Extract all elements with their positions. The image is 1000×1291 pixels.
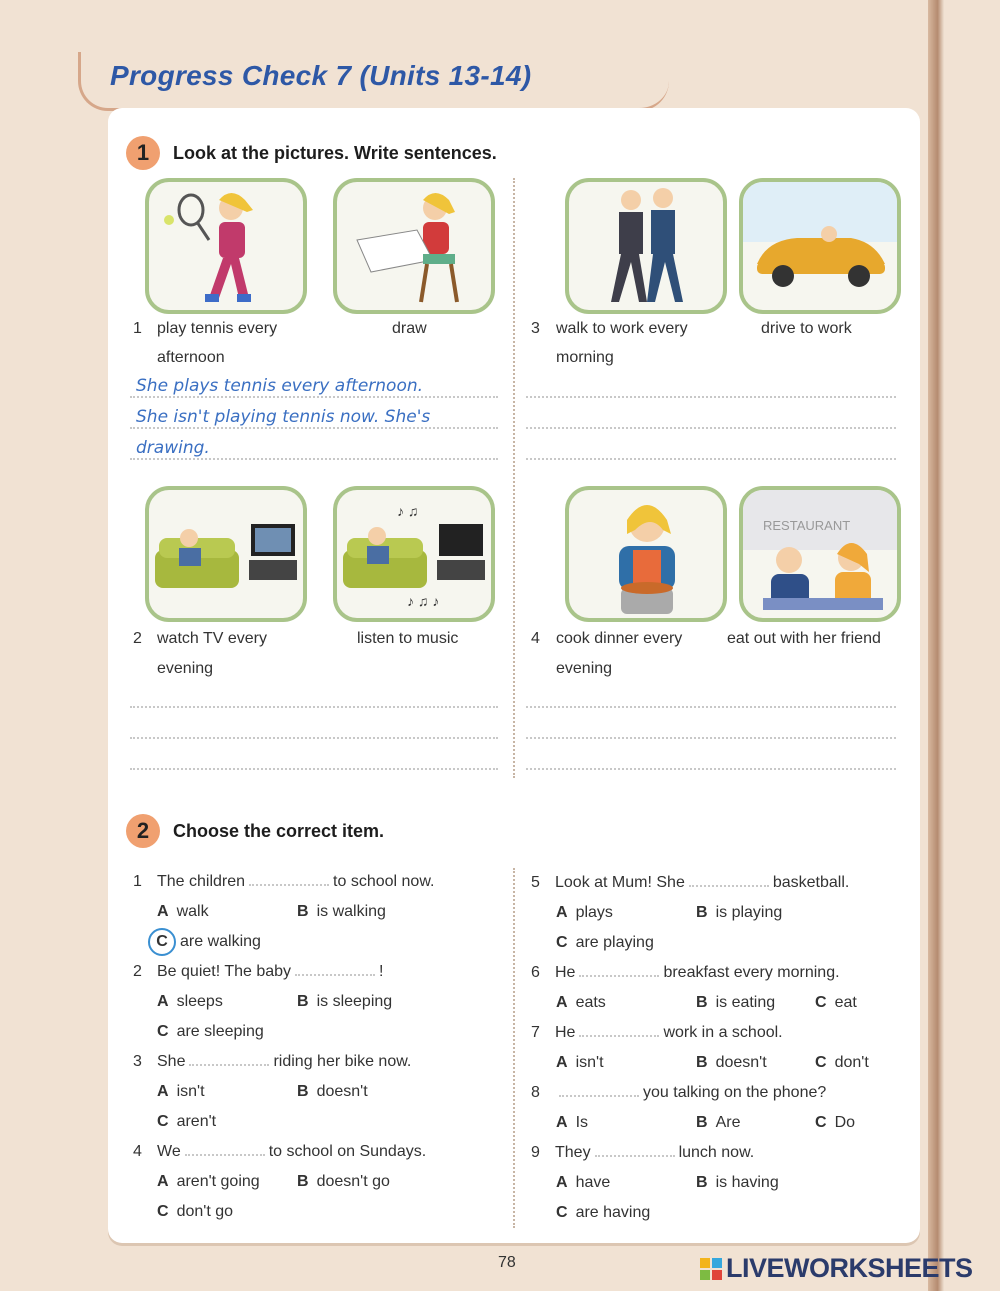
q7-option-c[interactable]: C don't [815,1054,869,1071]
item-1-cue-b: draw [392,320,427,337]
q1-option-b[interactable]: B is walking [297,903,386,920]
item-4-answer-line[interactable] [526,768,896,770]
question-1: 1 The children to school now. [133,873,435,890]
selected-answer-circle: C [148,928,176,956]
q7-option-a[interactable]: A isn't [556,1054,604,1071]
q7-option-b[interactable]: B doesn't [696,1054,767,1071]
page-title: Progress Check 7 (Units 13-14) [110,60,532,91]
man-watching-tv-icon [145,486,307,622]
item-3-cue-a-cont: morning [556,349,614,366]
item-1-answer-line-2[interactable]: She isn't playing tennis now. She's [136,407,431,427]
q6-option-b[interactable]: B is eating [696,994,776,1011]
answer-blank[interactable] [579,963,659,977]
answer-blank[interactable] [189,1052,269,1066]
q3-option-c[interactable]: C aren't [157,1113,217,1130]
question-4: 4 We to school on Sundays. [133,1143,427,1160]
woman-cooking-icon [565,486,727,622]
item-3-cue-a: walk to work every [556,320,688,337]
page-edge [928,0,944,1291]
q4-option-a[interactable]: A aren't going [157,1173,260,1190]
item-4-answer-line[interactable] [526,706,896,708]
section-1-number: 1 [126,136,160,170]
item-2-answer-line[interactable] [130,737,498,739]
q5-option-c[interactable]: C are playing [556,934,654,951]
item-4-answer-line[interactable] [526,737,896,739]
q8-option-c[interactable]: C Do [815,1114,856,1131]
q1-option-a[interactable]: A walk [157,903,209,920]
q8-option-a[interactable]: A Is [556,1114,589,1131]
q3-option-a[interactable]: A isn't [157,1083,205,1100]
item-3-answer-line[interactable] [526,458,896,460]
section-1-instruction: Look at the pictures. Write sentences. [173,143,497,163]
item-3-number: 3 [531,320,540,337]
q1-option-c[interactable]: C are walking [148,927,261,957]
svg-text:♪ ♫ ♪: ♪ ♫ ♪ [407,593,440,609]
q2-option-b[interactable]: B is sleeping [297,993,393,1010]
question-5: 5 Look at Mum! She basketball. [531,874,850,891]
answer-blank[interactable] [595,1143,675,1157]
section-2-instruction: Choose the correct item. [173,821,385,841]
item-2-cue-b: listen to music [357,630,459,647]
q5-option-a[interactable]: A plays [556,904,613,921]
item-1-answer-line-1[interactable]: She plays tennis every afternoon. [136,376,424,396]
q9-option-b[interactable]: B is having [696,1174,779,1191]
item-1-cue-a-cont: afternoon [157,349,225,366]
question-7: 7 He work in a school. [531,1024,783,1041]
item-4-cue-b: eat out with her friend [727,630,881,647]
item-4-cue-a: cook dinner every [556,630,683,647]
question-8: 8 you talking on the phone? [531,1084,827,1101]
item-4-number: 4 [531,630,540,647]
item-1-answer-line-3[interactable]: drawing. [136,438,210,458]
q4-option-b[interactable]: B doesn't go [297,1173,390,1190]
question-6: 6 He breakfast every morning. [531,964,840,981]
svg-text:♪ ♫: ♪ ♫ [397,503,419,519]
answer-blank[interactable] [249,872,329,886]
answer-blank[interactable] [689,873,769,887]
man-listening-music-icon [333,486,495,622]
q9-option-a[interactable]: A have [556,1174,611,1191]
q8-option-b[interactable]: B Are [696,1114,741,1131]
answer-blank[interactable] [185,1142,265,1156]
item-3-answer-line[interactable] [526,396,896,398]
item-1-cue-a: play tennis every [157,320,278,337]
q2-option-c[interactable]: C are sleeping [157,1023,264,1040]
item-2-number: 2 [133,630,142,647]
q6-option-c[interactable]: C eat [815,994,857,1011]
q5-option-b[interactable]: B is playing [696,904,783,921]
item-1-number: 1 [133,320,142,337]
girl-drawing-icon [333,178,495,314]
answer-blank[interactable] [579,1023,659,1037]
restaurant-couple-icon [739,486,901,622]
section-2-number: 2 [126,814,160,848]
restaurant-sign: RESTAURANT [763,518,851,533]
item-2-answer-line[interactable] [130,706,498,708]
men-walking-icon [565,178,727,314]
answer-line [130,458,498,460]
tennis-player-icon [145,178,307,314]
q3-option-b[interactable]: B doesn't [297,1083,368,1100]
q9-option-c[interactable]: C are having [556,1204,651,1221]
item-2-answer-line[interactable] [130,768,498,770]
item-4-cue-a-cont: evening [556,660,613,677]
q6-option-a[interactable]: A eats [556,994,606,1011]
answer-line [130,396,498,398]
answer-blank[interactable] [559,1083,639,1097]
question-2: 2 Be quiet! The baby ! [133,963,384,980]
item-3-cue-b: drive to work [761,320,852,337]
item-3-answer-line[interactable] [526,427,896,429]
answer-line [130,427,498,429]
liveworksheets-brand[interactable]: LIVEWORKSHEETS [726,1253,973,1283]
section-2-divider [513,868,515,1228]
section-1-divider [513,178,515,778]
item-2-cue-a-cont: evening [157,660,214,677]
page-number: 78 [498,1254,516,1271]
car-driving-icon [739,178,901,314]
question-9: 9 They lunch now. [531,1144,755,1161]
answer-blank[interactable] [295,962,375,976]
q2-option-a[interactable]: A sleeps [157,993,223,1010]
liveworksheets-logo-icon [700,1258,722,1280]
question-3: 3 She riding her bike now. [133,1053,412,1070]
item-2-cue-a: watch TV every [157,630,267,647]
q4-option-c[interactable]: C don't go [157,1203,233,1220]
